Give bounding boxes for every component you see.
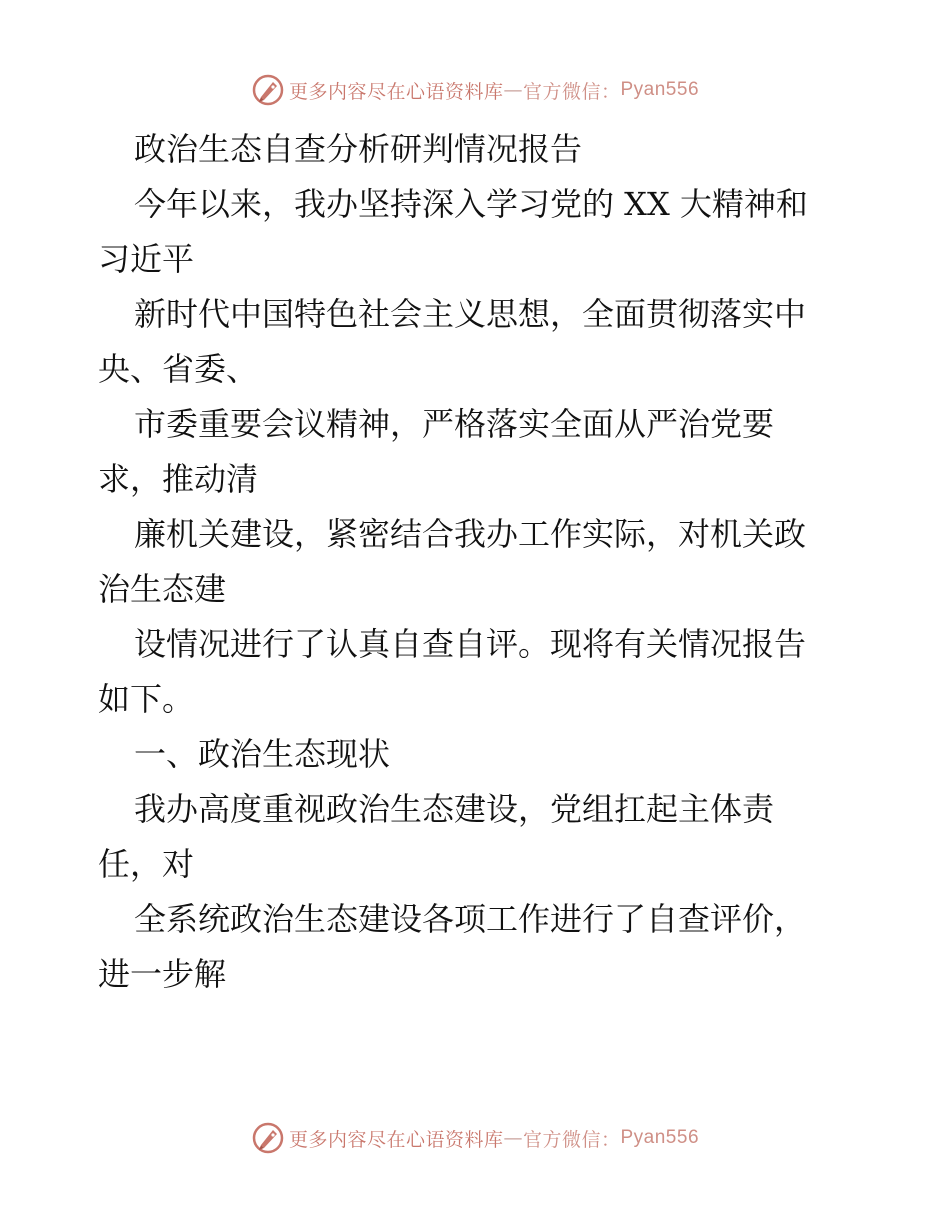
document-title: 政治生态自查分析研判情况报告	[134, 130, 583, 168]
text-line: 新时代中国特色社会主义思想，全面贯彻落实中	[134, 295, 807, 333]
text-line: 市委重要会议精神，严格落实全面从严治党要	[134, 405, 775, 443]
text-line: 我办高度重视政治生态建设，党组扛起主体责	[134, 790, 775, 828]
text-line: 治生态建	[98, 570, 227, 608]
text-line: 进一步解	[98, 955, 227, 993]
text-line: 求，推动清	[98, 460, 259, 498]
banner-brand-text: 更多内容尽在心语资料库	[288, 80, 504, 103]
banner-separator: —	[503, 79, 523, 101]
text-line: 今年以来，我办坚持深入学习党的 XX 大精神和	[134, 185, 808, 223]
text-line: 央、省委、	[98, 350, 259, 388]
text-line: 习近平	[98, 240, 195, 278]
banner-wechat-id: Pyan556	[620, 79, 700, 100]
banner-brand-text: 更多内容尽在心语资料库	[288, 1128, 504, 1151]
text-line: 设情况进行了认真自查自评。现将有关情况报告	[134, 625, 807, 663]
document-body	[98, 122, 858, 1002]
header-watermark-banner	[0, 70, 950, 110]
pen-nib-logo-icon	[251, 1121, 285, 1155]
text-line: 任，对	[98, 845, 195, 883]
banner-wechat-id: Pyan556	[620, 1127, 700, 1148]
text-line: 如下。	[98, 680, 195, 718]
text-line: 全系统政治生态建设各项工作进行了自查评价，	[134, 900, 807, 938]
text-line: 廉机关建设，紧密结合我办工作实际，对机关政	[134, 515, 807, 553]
section-heading: 一、政治生态现状	[134, 735, 391, 773]
banner-separator: —	[503, 1127, 523, 1149]
pen-nib-logo-icon	[251, 73, 285, 107]
banner-official-label: 官方微信：	[522, 80, 621, 103]
banner-official-label: 官方微信：	[522, 1128, 621, 1151]
footer-watermark-banner	[0, 1118, 950, 1158]
